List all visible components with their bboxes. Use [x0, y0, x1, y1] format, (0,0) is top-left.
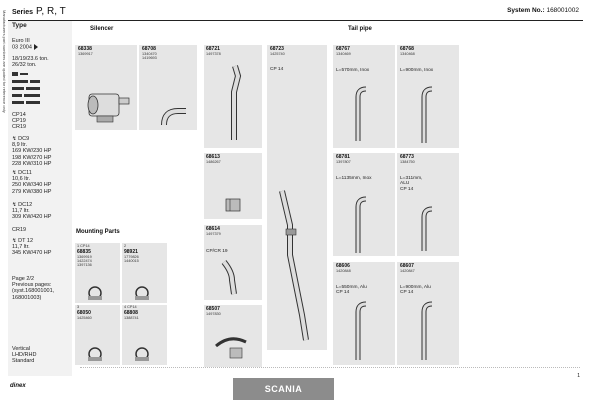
arrow-right-icon [34, 44, 38, 50]
part-ref: 1369917 [78, 52, 93, 56]
clamp-ring-drawing [85, 345, 107, 363]
part-number: 68050 [77, 310, 91, 316]
part-ref: 1369919 1422474 1397136 [77, 255, 92, 268]
part-number: 68338 [78, 46, 92, 52]
part-note: L=900mm, Inox [400, 68, 434, 73]
euro-date: 03 2004 [12, 44, 38, 51]
section-silencer: Silencer [90, 26, 114, 32]
tailpipe-drawing [412, 85, 442, 145]
clamp-ring-drawing [132, 284, 154, 302]
euro-class: Euro III [12, 38, 30, 44]
engine-dc11: ↯ DC11 10,6 ltr. 250 KW/340 HP 279 KW/380 HP [12, 170, 52, 195]
part-ref: 1340469 [336, 52, 351, 56]
tailpipe-drawing [412, 205, 442, 255]
part-number: 68507 [206, 306, 220, 312]
part-ref: 1340470 [142, 52, 157, 56]
elbow-pipe-drawing [160, 105, 190, 130]
long-pipe-drawing [272, 185, 322, 345]
part-note: L=900mm, Alu CP 14 [400, 285, 431, 296]
dinex-logo: dinex [10, 383, 26, 389]
part-number: 68781 [336, 154, 350, 160]
section-tailpipe: Tail pipe [348, 26, 372, 32]
header-divider [8, 20, 583, 21]
part-number: 68614 [206, 226, 220, 232]
part-number: 68607 [400, 263, 414, 269]
tailpipe-drawing [346, 300, 376, 362]
part-ref: 1497830 [206, 312, 221, 316]
engine-dc12: ↯ DC12 11,7 ltr. 309 KW/420 HP [12, 202, 52, 221]
part-ref: 1779826 1440015 [124, 255, 139, 264]
engine-cr19: CR19 [12, 227, 27, 233]
part-number: 68835 [77, 249, 91, 255]
tailpipe-drawing [346, 85, 376, 145]
part-number: 68708 [142, 46, 156, 52]
series-value: P, R, T [36, 6, 66, 17]
part-ref: 1419693 [142, 56, 157, 60]
part-note: L=1135mm, Inox [336, 176, 372, 181]
mounting-info: Vertical LHD/RHD Standard [12, 346, 37, 365]
part-note: L=311mm, ALU CP 14 [400, 176, 423, 192]
part-number: 68721 [206, 46, 220, 52]
part-ref: 1425460 [77, 316, 92, 320]
weight-1: 18/19/23.6 ton. [12, 56, 49, 62]
clamp-ring-drawing [85, 284, 107, 302]
brand-footer: SCANIA [233, 378, 334, 400]
part-number: 68808 [124, 310, 138, 316]
part-note: L=550mm, Alu CP 14 [336, 285, 367, 296]
part-ref: 1420847 [400, 269, 415, 273]
weight-2: 26/32 ton. [12, 62, 37, 68]
part-ref: 1497378 [206, 52, 221, 56]
part-ref: 1384750 [400, 160, 415, 164]
page-info: Page 2/2 Previous pages: (syst.168001001, 168001003) [12, 276, 55, 301]
series-label: Series P, R, T [12, 6, 66, 17]
silencer-drawing [85, 88, 135, 128]
engine-dt12: ↯ DT 12 11,7 ltr. 345 KW/470 HP [12, 238, 52, 257]
section-mounting: Mounting Parts [76, 229, 120, 235]
part-number: 68606 [336, 263, 350, 269]
part-ref: 1397807 [336, 160, 351, 164]
part-number: 68773 [400, 154, 414, 160]
part-note: CP 14 [270, 67, 284, 72]
part-note: CP/CR 19 [206, 249, 228, 254]
part-ref: 1486267 [206, 160, 221, 164]
part-tag: 3 [77, 305, 80, 309]
type-label: Type [12, 22, 27, 29]
cab-code-3: CR19 [12, 124, 27, 130]
part-number: 68768 [400, 46, 414, 52]
footer-divider [80, 367, 580, 368]
part-ref: 1388741 [124, 316, 139, 320]
part-note: L=570mm, Inox [336, 68, 370, 73]
part-ref: 1497379 [206, 232, 221, 236]
clamp-drawing [222, 195, 246, 217]
part-tag: 2 [124, 244, 127, 248]
part-number: 68613 [206, 154, 220, 160]
part-number: 98921 [124, 249, 138, 255]
vertical-disclaimer: Manufacturers part numbers are quoted for reference only [2, 10, 7, 113]
tailpipe-drawing [412, 300, 442, 362]
vehicle-configuration-icons [12, 70, 52, 110]
cab-code-2: CP19 [12, 118, 26, 124]
part-number: 68767 [336, 46, 350, 52]
clamp-ring-drawing [132, 345, 154, 363]
part-ref: 1420848 [336, 269, 351, 273]
engine-icon: ↯ [12, 170, 19, 176]
engine-icon: ↯ [12, 202, 19, 208]
part-tag: 4 CP14 [124, 305, 137, 309]
pipe-drawing [220, 62, 250, 146]
tailpipe-drawing [346, 195, 376, 255]
page-number: 1 [577, 373, 580, 379]
engine-icon: ↯ [12, 136, 19, 142]
bracket-drawing [210, 330, 260, 366]
part-ref: 1340468 [400, 52, 415, 56]
part-number: 68723 [270, 46, 284, 52]
engine-icon: ↯ [12, 238, 19, 244]
engine-dc9: ↯ DC9 8,9 ltr. 169 KW/230 HP 198 KW/270 HP 228 KW/310 HP [12, 136, 52, 167]
part-ref: 1425740 [270, 52, 285, 56]
system-number: System No.: 168001002 [507, 7, 579, 14]
cab-code-1: CP14 [12, 112, 26, 118]
part-tag: 1 CP14 [77, 244, 90, 248]
bent-pipe-drawing [218, 258, 248, 298]
